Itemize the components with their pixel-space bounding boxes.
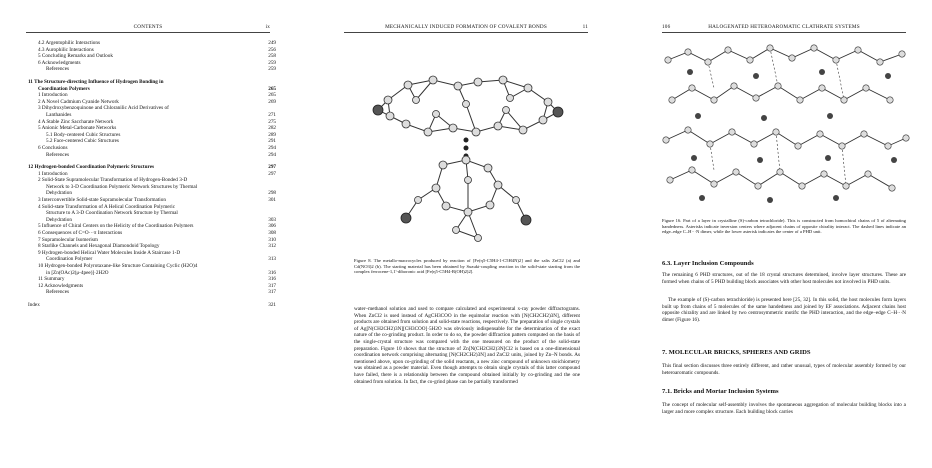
toc-entry-page: 310: [268, 236, 276, 243]
toc-entry[interactable]: [28, 230, 276, 237]
atom: [725, 47, 731, 53]
toc-entry[interactable]: [28, 177, 276, 184]
atom: [753, 95, 759, 101]
toc-entry[interactable]: [28, 53, 276, 60]
toc-entry-title: in [Zn(OAc)2(μ-4pee)]·2H2O: [46, 269, 109, 276]
contents-page: [0, 0, 296, 468]
toc-entry-title: 3 Interconvertible Solid-state Supramolecular Transformation: [38, 197, 166, 204]
header-title: MECHANICALLY INDUCED FORMATION OF COVALENT BONDS: [385, 24, 547, 30]
atom: [855, 47, 861, 53]
toc-entry[interactable]: [28, 40, 276, 47]
article-page-106: [636, 0, 932, 468]
atom: [685, 127, 691, 133]
header-title: HALOGENATED HETEROAROMATIC CLATHRATE SYSTEMS: [708, 24, 860, 30]
page-header: [344, 24, 588, 33]
toc-entry-page: 297: [268, 170, 276, 177]
toc-entry-title: 10 Hydrogen-bonded Polyrotaxane-like Structure Containing Cyclic (H2O)4: [38, 263, 198, 269]
toc-entry[interactable]: [28, 92, 276, 99]
toc-entry-page: 269: [268, 98, 276, 105]
toc-entry[interactable]: [28, 164, 276, 171]
atom: [797, 97, 803, 103]
toc-entry-page: 297: [268, 164, 276, 171]
section-7-heading: 7. MOLECULAR BRICKS, SPHERES AND GRIDS: [662, 349, 811, 356]
toc-entry-page: 271: [268, 111, 276, 118]
toc-entry-title: 5 Anionic Metal-Carbonate Networks: [38, 125, 117, 132]
atom: [843, 183, 849, 189]
toc-entry[interactable]: [28, 302, 276, 309]
toc-entry-page: 282: [268, 125, 276, 132]
toc-entry-page: 256: [268, 46, 276, 53]
atom: [667, 177, 673, 183]
toc-entry-title: Lanthanides: [46, 111, 72, 118]
toc-entry-title: 7 Supramolecular Isomerism: [38, 236, 98, 243]
toc-entry-title: 5.1 Body-centered Cubic Structures: [46, 131, 121, 138]
toc-entry-title: 11 The Structure-directing Influence of Hydrogen Bonding in: [28, 78, 164, 85]
atom: [839, 143, 845, 149]
section-7-paragraph-1: This final section discusses three entirely different, and rather unusual, types of molecular assembly formed by our heteroaromatic compounds.: [662, 363, 906, 376]
toc-entry[interactable]: [28, 47, 276, 54]
page-header: [26, 24, 270, 33]
atom: [689, 85, 695, 91]
atom: [789, 55, 795, 61]
toc-entry[interactable]: [28, 145, 276, 152]
toc-entry-title: 4 A Stable Zinc Saccharate Network: [38, 118, 114, 125]
toc-entry-title: 6 Conclusions: [38, 144, 68, 151]
toc-entry-page: 321: [268, 301, 276, 308]
toc-entry-page: 306: [268, 223, 276, 230]
atom: [663, 137, 669, 143]
figure-8-image: [358, 40, 574, 250]
toc-entry[interactable]: [28, 197, 276, 204]
toc-entry[interactable]: [28, 132, 276, 139]
toc-entry-title: References: [46, 151, 70, 158]
atom: [669, 97, 675, 103]
atom: [775, 83, 781, 89]
toc-entry-page: 259: [268, 59, 276, 66]
header-page-number: 11: [582, 24, 588, 30]
toc-entry-page: 249: [268, 40, 276, 46]
atom: [817, 131, 823, 137]
atom: [767, 45, 773, 51]
header-page-number: 106: [662, 24, 671, 30]
toc-entry[interactable]: [28, 256, 276, 263]
atom: [773, 129, 779, 135]
toc-entry-page: 303: [268, 216, 276, 223]
toc-entry[interactable]: [28, 112, 276, 119]
toc-entry-title: 4.3 Aurophilic Interactions: [38, 46, 94, 53]
toc-entry[interactable]: [28, 66, 276, 73]
atom: [799, 183, 805, 189]
toc-entry-page: 294: [268, 144, 276, 151]
toc-entry-page: 316: [268, 276, 276, 283]
toc-entry-title: References: [46, 66, 70, 73]
atom: [711, 97, 717, 103]
atom: [747, 57, 753, 63]
atom: [711, 181, 717, 187]
toc-entry-page: 301: [268, 197, 276, 204]
toc-entry-title: 12 Hydrogen-bonded Coordination Polymeric Structures: [28, 164, 155, 171]
atom: [665, 57, 671, 63]
toc-entry-title: 6 Acknowledgments: [38, 59, 81, 66]
atom: [887, 97, 893, 103]
atom: [841, 97, 847, 103]
atom: [777, 169, 783, 175]
toc-entry-title: 9 Hydrogen-bonded Helical Water Molecules Inside A Staircase 1-D: [38, 249, 181, 256]
toc-entry[interactable]: [28, 119, 276, 126]
figure-8-caption: Figure 8. The metallo-macrocycles produced by reaction of [Fe(η5-C5H4-1-C5H4N)2] and the salts ZnCl2 (a) and Cd(NO3)2 (b). The starting material has been obtained by Suzuki-coupling reaction in the solid-state starting from the complex ferrocene-1,1'-diboronic acid [Fe(η5-C5H4-B(OH)2)2].: [354, 258, 580, 275]
toc-entry-title: 3 Dihydroxybenzoquinone and Chloranilic Acid Derivatives of: [38, 105, 169, 112]
toc-entry-title: References: [46, 289, 70, 296]
toc-entry[interactable]: [28, 86, 276, 93]
toc-entry-title: 2 A Novel Cadmium Cyanide Network: [38, 98, 119, 105]
toc-entry-title: Coordination Polymer: [46, 256, 93, 263]
atom: [689, 167, 695, 173]
body-text: water–methanol solution and used to compare calculated and experimental x-ray powder diffractograms. When ZnCl2 is used instead of AgCH3COO in the equimolar reaction with [N(CH2CH2)3N], different products are obtained from solution and solid-state reactions, respectively. The preparation of single crystals of Ag[N(CH2CH2)3N][CH3COO]·5H2O was obviously indispensable for the determination of the exact nature of the co-grinding product. In order to do so, the powder diffraction pattern computed on the basis of the single-crystal structure was compared with the one measured on the product of the solid-state preparation. Figure 10 shows that the structure of Zn[N(CH2CH2)3N]Cl2 is based on a one-dimensional coordination network comprising alternating [N(CH2CH2)3N] and ZnCl2 units, joined by Zn–N bonds. As mentioned above, upon co-grinding of the solid reactants, a new zinc compound of unknown stoichiometry was obtained as a powder material. Even though attempts to obtain single crystals of this latter compound have failed, there is a relationship between the compound obtained initially by co-grinding and the one obtained from solution. In fact, the co-grind phase can be partially transformed: [354, 306, 580, 385]
toc-entry-title: 12 Acknowledgments: [38, 282, 84, 289]
toc-entry-page: 265: [268, 92, 276, 99]
atom: [903, 135, 909, 141]
crystal-layer-figure: [658, 40, 910, 212]
section-7-1-heading: 7.1. Bricks and Mortar Inclusion Systems: [662, 388, 779, 395]
toc-entry[interactable]: [28, 204, 276, 211]
toc-entry-title: Index: [28, 301, 40, 308]
toc-entry-page: 258: [268, 53, 276, 60]
atom: [885, 143, 891, 149]
molecular-structure-figure: [358, 40, 574, 250]
toc-entry-title: Structure to A 3-D Coordination Network Structure by Thermal: [46, 210, 178, 217]
toc-entry[interactable]: [28, 289, 276, 296]
section-6-3-paragraph-2: The example of (S)-carbon tetrachloride) is presented here [25, 32]. In this solid, the host molecules form layers built up from chains of 5 molecules of the same handedness and joined by EF associations. Adjacent chains host opposite chirality and are linked by two centrosymmetric motifs: the PHD interaction, and the edge–edge C–H···N dimer (Figure 16).: [662, 297, 906, 323]
section-7-1-paragraph-1: The concept of molecular self-assembly involves the spontaneous aggregation of molecular building blocks into a larger and more complex structure. Each building block carries: [662, 402, 906, 415]
toc-entry-page: 316: [268, 269, 276, 276]
atom: [877, 59, 883, 65]
atom: [811, 45, 817, 51]
toc-entry-title: Dehydration: [46, 216, 72, 223]
toc-entry[interactable]: [28, 250, 276, 257]
atom: [833, 57, 839, 63]
atom: [899, 51, 905, 57]
toc-entry[interactable]: [28, 105, 276, 112]
atom: [733, 169, 739, 175]
toc-entry-page: 298: [268, 190, 276, 197]
toc-entry-page: 265: [268, 85, 276, 92]
atom: [705, 59, 711, 65]
toc-entry[interactable]: [28, 138, 276, 145]
toc-entry-title: 4 Solid-state Transformation of A Helical Coordination Polymeric: [38, 203, 176, 210]
toc-entry-page: 313: [268, 256, 276, 263]
atom: [755, 183, 761, 189]
toc-entry-page: 275: [268, 118, 276, 125]
table-of-contents: [28, 40, 276, 309]
toc-entry-title: 6 Consequences of C=O···π Interactions: [38, 230, 123, 237]
toc-entry-page: 294: [268, 151, 276, 158]
toc-entry[interactable]: [28, 210, 276, 217]
toc-entry[interactable]: [28, 152, 276, 159]
toc-entry[interactable]: [28, 184, 276, 191]
atom: [889, 185, 895, 191]
toc-entry-page: 259: [268, 66, 276, 73]
toc-entry-title: Network to 3-D Coordination Polymeric Network Structures by Thermal: [46, 183, 198, 190]
atom: [865, 171, 871, 177]
atom: [685, 49, 691, 55]
toc-entry[interactable]: [28, 237, 276, 244]
toc-entry-title: 8 Starlike Channels and Hexagonal Diamondoid Topology: [38, 243, 160, 250]
toc-entry-title: 11 Summary: [38, 276, 65, 283]
toc-entry-page: 291: [268, 138, 276, 145]
page-header: [662, 24, 906, 33]
atom: [731, 83, 737, 89]
atom: [729, 129, 735, 135]
toc-entry-title: 5 Influence of Chiral Centers on the Helicity of the Coordination Polymers: [38, 223, 194, 230]
toc-entry[interactable]: [28, 243, 276, 250]
figure-16-caption: Figure 16. Part of a layer in crystalline (S)-carbon tetrachloride). This is constructed from homochiral chains of 5 of alternating handedness. Asterisks indicate inversion centers where adjacent chains of opposite chirality interact. The dashed lines indicate an edge–edge C–H···N dimer, while the lower asterisk indicates the center of a PHD unit.: [662, 218, 906, 235]
atom: [707, 141, 713, 147]
toc-entry-page: 317: [268, 282, 276, 289]
toc-entry-title: 1 Introduction: [38, 170, 68, 177]
toc-entry-title: 5.2 Face-centered Cubic Structures: [46, 138, 119, 145]
toc-entry-page: 312: [268, 243, 276, 250]
section-6-3-paragraph-1: The remaining 6 PHD structures, out of the 18 crystal structures determined, involve layer structures. These are formed when chains of 5 PHD building block associates with other host molecules not involved in PHD units.: [662, 272, 906, 285]
toc-entry-page: 317: [268, 289, 276, 296]
atom: [821, 171, 827, 177]
atom: [861, 131, 867, 137]
figure-16-image: [658, 40, 910, 212]
toc-entry-title: 2 Solid-State Supramolecular Transformation of Hydrogen-Bonded 3-D: [38, 177, 188, 184]
atom: [819, 85, 825, 91]
toc-entry[interactable]: [28, 276, 276, 283]
toc-entry[interactable]: [28, 263, 276, 270]
toc-entry-page: 289: [268, 131, 276, 138]
toc-entry-title: 5 Concluding Remarks and Outlook: [38, 53, 113, 60]
toc-entry-title: Coordination Polymers: [38, 85, 90, 92]
section-6-3-heading: 6.3. Layer Inclusion Compounds: [662, 260, 754, 267]
toc-entry[interactable]: [28, 79, 276, 86]
header-title: CONTENTS: [133, 24, 163, 30]
header-page-number: ix: [265, 24, 270, 30]
atom: [795, 143, 801, 149]
article-page-11: [318, 0, 614, 468]
toc-entry-page: 308: [268, 230, 276, 237]
atom: [863, 85, 869, 91]
toc-entry[interactable]: [28, 270, 276, 277]
toc-entry-title: Dehydration: [46, 190, 72, 197]
atom: [751, 141, 757, 147]
toc-entry-title: 4.2 Argentophilic Interactions: [38, 40, 100, 46]
toc-entry[interactable]: [28, 125, 276, 132]
toc-entry-title: 1 Introduction: [38, 92, 68, 99]
